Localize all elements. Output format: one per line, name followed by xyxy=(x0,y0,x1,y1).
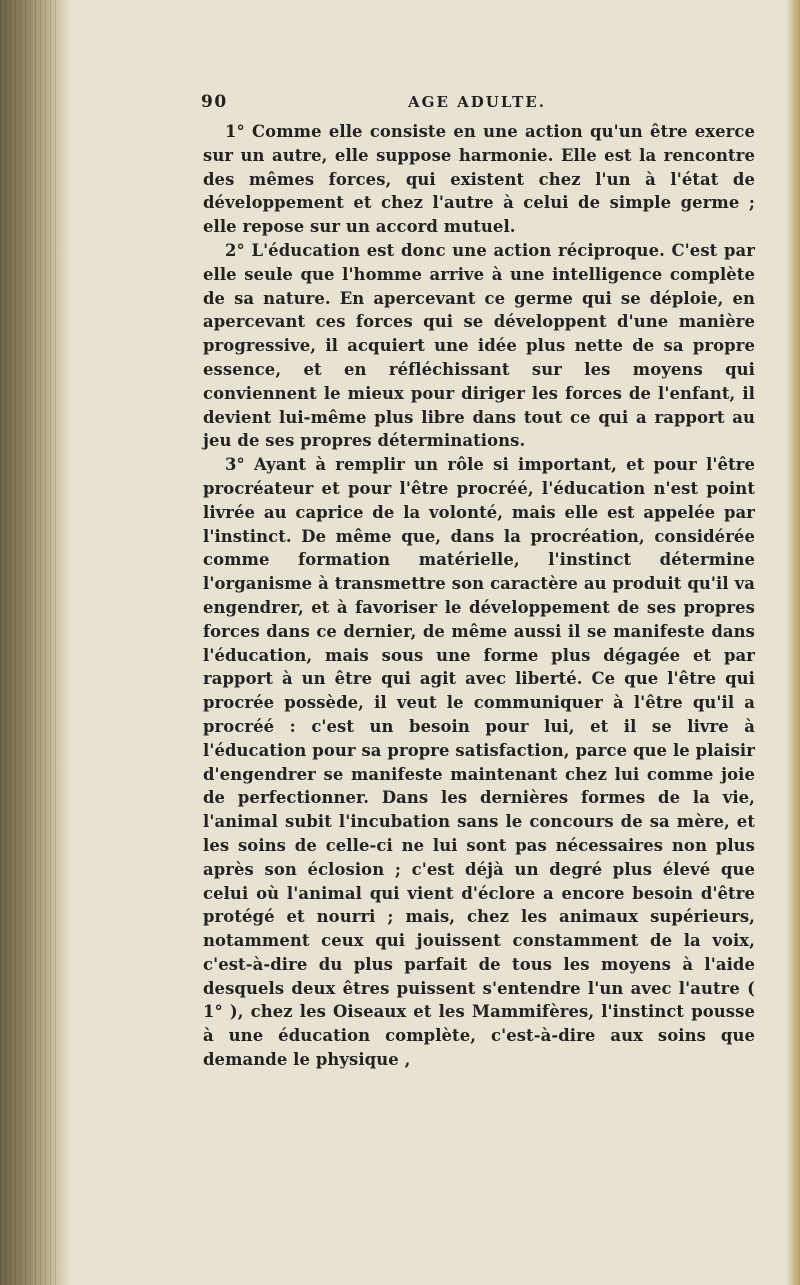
page-edge-shadow xyxy=(786,0,800,1285)
body-text xyxy=(203,120,755,1072)
book-page xyxy=(203,92,755,1072)
paragraph-3: 3° Ayant à remplir un rôle si important, et pour l'être procréateur et pour l'être procréé, l'éducation n'est point livrée au caprice de la volonté, mais elle est appelée par l'instinct. De même que, dans la procréation, considérée comme formation matérielle, l'instinct détermine l'organisme à transmettre son caractère au produit qu'il va engendrer, et à favoriser le développement de ses propres forces dans ce dernier, de même aussi il se manifeste dans l'éducation, mais sous une forme plus dégagée et par rapport à un être qui agit avec liberté. Ce que l'être qui procrée possède, il veut le communiquer à l'être qu'il a procréé : c'est un besoin pour lui, et il se livre à l'éducation pour sa propre satisfaction, parce que le plaisir d'engendrer se manifeste maintenant chez lui comme joie de perfectionner. Dans les dernières formes de la vie, l'animal subit l'incubation sans le concours de sa mère, et les soins de celle-ci ne lui sont pas nécessaires non plus après son éclosion ; c'est déjà un degré plus élevé que celui où l'animal qui vient d'éclore a encore besoin d'être protégé et nourri ; mais, chez les animaux supérieurs, notamment ceux qui jouissent constamment de la voix, c'est-à-dire du plus parfait de tous les moyens à l'aide desquels deux êtres puissent s'entendre l'un avec l'autre ( 1° ), chez les Oiseaux et les Mammifères, l'instinct pousse à une éducation complète, c'est-à-dire aux soins que demande le physique , xyxy=(203,455,755,1070)
page-number: 90 xyxy=(201,92,228,112)
running-head: AGE ADULTE. xyxy=(408,93,546,111)
page-header xyxy=(203,92,755,118)
paragraph-2: 2° L'éducation est donc une action réciproque. C'est par elle seule que l'homme arrive à une intelligence complète de sa nature. En apercevant ce germe qui se déploie, en apercevant ces forces qui se développent d'une manière progressive, il acquiert une idée plus nette de sa propre essence, et en réfléchissant sur les moyens qui conviennent le mieux pour diriger les forces de l'enfant, il devient lui-même plus libre dans tout ce qui a rapport au jeu de ses propres déterminations. xyxy=(203,240,755,451)
binding-texture xyxy=(0,0,60,1285)
paragraph-1: 1° Comme elle consiste en une action qu'un être exerce sur un autre, elle suppose harmonie. Elle est la rencontre des mêmes forces, qui existent chez l'un à l'état de développement et chez l'autre à celui de simple germe ; elle repose sur un accord mutuel. xyxy=(203,122,755,237)
